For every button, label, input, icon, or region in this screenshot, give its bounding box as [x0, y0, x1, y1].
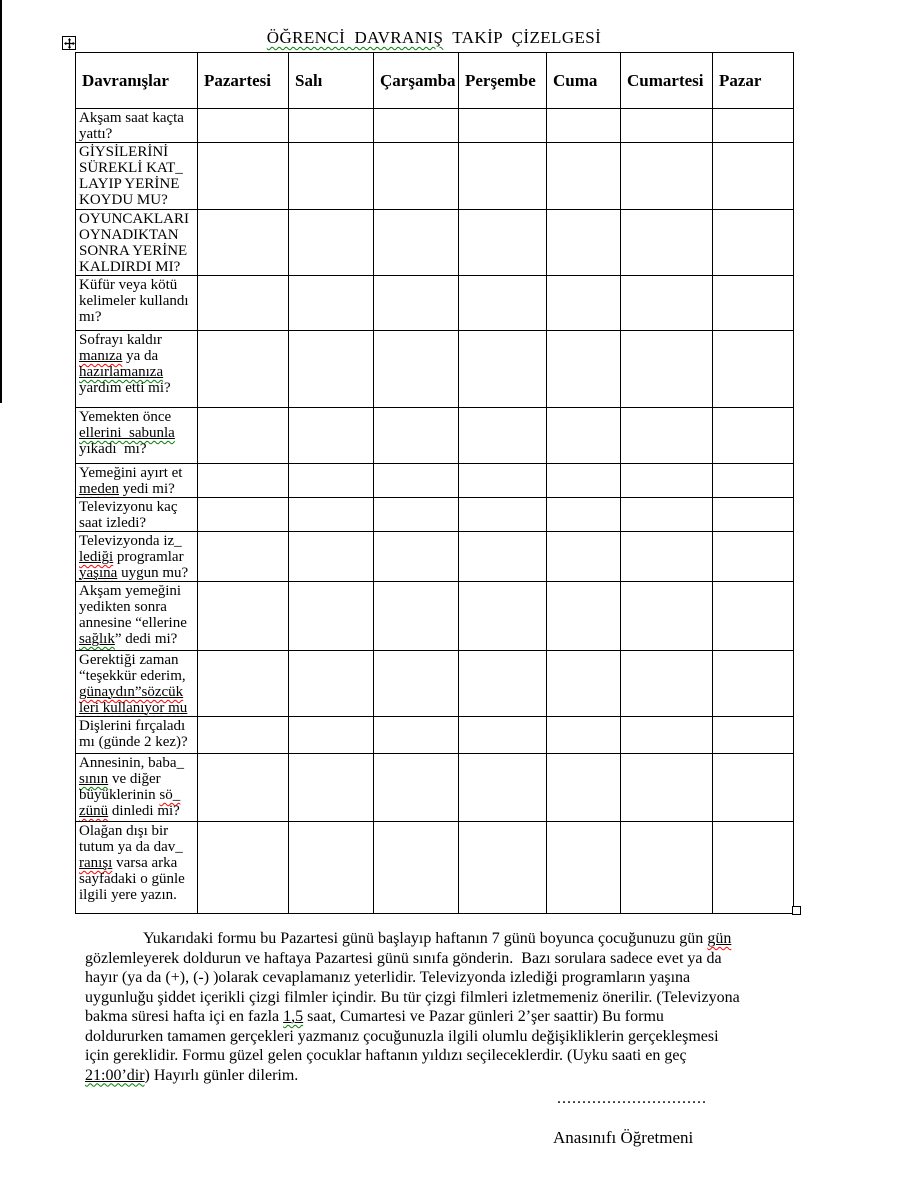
text-segment: varsa arka — [112, 855, 178, 871]
day-cell[interactable] — [374, 143, 459, 210]
behavior-cell — [76, 582, 198, 651]
day-cell[interactable] — [621, 331, 713, 408]
behavior-line — [79, 176, 196, 192]
text-segment: uygun mu? — [117, 565, 189, 581]
day-cell[interactable] — [374, 331, 459, 408]
behavior-line — [79, 499, 196, 515]
text-segment: programlar — [113, 549, 184, 565]
day-cell[interactable] — [459, 822, 547, 914]
behavior-line — [79, 771, 196, 787]
day-cell[interactable] — [198, 464, 289, 498]
note-line — [85, 1007, 825, 1027]
behavior-line — [79, 348, 196, 364]
day-cell[interactable] — [289, 331, 374, 408]
text-segment: ranışı — [79, 855, 113, 871]
day-cell[interactable] — [374, 754, 459, 822]
behavior-line — [79, 668, 196, 684]
day-cell[interactable] — [289, 408, 374, 464]
behavior-line — [79, 227, 196, 243]
text-segment: dinledi mi? — [108, 803, 180, 819]
text-segment: sö_ — [159, 787, 181, 803]
column-header: Cuma — [547, 53, 621, 109]
behavior-line — [79, 565, 196, 581]
behavior-line — [79, 652, 196, 668]
day-cell[interactable] — [621, 532, 713, 582]
behavior-line — [79, 700, 196, 716]
day-cell[interactable] — [621, 210, 713, 276]
behavior-cell — [76, 822, 198, 914]
day-cell[interactable] — [459, 582, 547, 651]
day-cell[interactable] — [621, 754, 713, 822]
day-cell[interactable] — [289, 498, 374, 532]
day-cell[interactable] — [547, 532, 621, 582]
table-row — [76, 143, 794, 210]
table-row — [76, 822, 794, 914]
table-row — [76, 109, 794, 143]
day-cell[interactable] — [621, 109, 713, 143]
note-line — [85, 949, 825, 969]
behavior-cell — [76, 464, 198, 498]
behavior-line — [79, 515, 196, 531]
text-segment: büyüklerinin — [79, 787, 160, 803]
day-cell[interactable] — [713, 754, 794, 822]
day-cell[interactable] — [459, 532, 547, 582]
page-edge-rule — [0, 0, 2, 403]
text-segment — [707, 930, 731, 947]
text-segment — [79, 348, 122, 364]
day-cell[interactable] — [198, 109, 289, 143]
behavior-line — [79, 583, 196, 599]
text-segment: hayır (ya da (+), (-) )olarak cevaplamanız yeterlidir. Televizyonda izlediği programların yaşına — [85, 969, 691, 986]
text-segment: annesine “ellerine — [79, 615, 187, 631]
day-cell[interactable] — [198, 498, 289, 532]
day-cell[interactable] — [374, 822, 459, 914]
day-cell[interactable] — [547, 143, 621, 210]
text-segment: hazırlamanıza — [79, 364, 164, 380]
table-body — [76, 109, 794, 914]
day-cell[interactable] — [374, 109, 459, 143]
text-segment: ” dedi mi? — [114, 631, 178, 647]
note-line — [85, 1027, 825, 1047]
day-cell[interactable] — [547, 331, 621, 408]
day-cell[interactable] — [198, 582, 289, 651]
text-segment: Yemeğini ayırt et — [79, 465, 183, 481]
behavior-line — [79, 839, 196, 855]
text-segment: saat, Cumartesi ve Pazar günleri 2’şer saattir) Bu formu — [303, 1008, 664, 1025]
day-cell[interactable] — [621, 464, 713, 498]
text-segment: zünü — [79, 803, 109, 819]
text-segment: KOYDU MU? — [79, 192, 168, 208]
behavior-line — [79, 533, 196, 549]
day-cell[interactable] — [459, 408, 547, 464]
text-segment: Akşam yemeğini — [79, 583, 182, 599]
column-header: Pazar — [713, 53, 794, 109]
text-segment: yedikten sonra — [79, 599, 167, 615]
text-segment: sağlık — [79, 631, 115, 647]
table-row — [76, 464, 794, 498]
day-cell[interactable] — [713, 717, 794, 754]
text-segment: Yemekten önce — [79, 409, 172, 425]
header-row — [76, 53, 794, 109]
behavior-line — [79, 615, 196, 631]
text-segment: gözlemleyerek doldurun ve haftaya Pazartesi günü sınıfa gönderin. Bazı sorulara sadece evet ya da — [85, 949, 722, 967]
page-title — [75, 28, 793, 48]
table-row — [76, 651, 794, 717]
day-cell[interactable] — [713, 582, 794, 651]
signature-dots: .............................. — [557, 1090, 707, 1107]
text-segment — [79, 549, 113, 565]
day-cell[interactable] — [459, 276, 547, 331]
behavior-line — [79, 887, 196, 903]
text-segment — [79, 364, 163, 380]
day-cell[interactable] — [289, 276, 374, 331]
table-row — [76, 408, 794, 464]
behavior-line — [79, 549, 196, 565]
day-cell[interactable] — [198, 717, 289, 754]
day-cell[interactable] — [621, 498, 713, 532]
text-segment: mı (günde 2 kez)? — [79, 734, 188, 750]
behavior-line — [79, 631, 196, 647]
behavior-line — [79, 734, 196, 750]
day-cell[interactable] — [198, 143, 289, 210]
behavior-line — [79, 481, 196, 497]
text-segment: Dişlerini fırçaladı — [79, 718, 186, 734]
behavior-line — [79, 684, 196, 700]
day-cell[interactable] — [713, 651, 794, 717]
text-segment: yardım etti mi? — [79, 380, 171, 396]
behavior-line — [79, 293, 196, 309]
note-line — [85, 1066, 825, 1086]
column-header: Perşembe — [459, 53, 547, 109]
day-cell[interactable] — [459, 717, 547, 754]
text-segment — [79, 425, 175, 441]
behavior-line — [79, 332, 196, 348]
behavior-line — [79, 755, 196, 771]
note-line — [85, 1046, 825, 1066]
text-segment — [79, 803, 108, 819]
behavior-cell — [76, 331, 198, 408]
behavior-cell — [76, 143, 198, 210]
day-cell[interactable] — [621, 822, 713, 914]
text-segment — [79, 855, 112, 871]
day-cell[interactable] — [621, 717, 713, 754]
day-cell[interactable] — [713, 464, 794, 498]
day-cell[interactable] — [374, 582, 459, 651]
day-cell[interactable] — [198, 276, 289, 331]
behavior-line — [79, 803, 196, 819]
day-cell[interactable] — [547, 464, 621, 498]
behavior-line — [79, 126, 196, 142]
day-cell[interactable] — [198, 331, 289, 408]
text-segment: manıza — [79, 348, 123, 364]
note-line — [85, 968, 825, 988]
day-cell[interactable] — [198, 754, 289, 822]
text-segment: yedi mi? — [118, 481, 175, 497]
table-row — [76, 276, 794, 331]
day-cell[interactable] — [289, 109, 374, 143]
behavior-cell — [76, 498, 198, 532]
day-cell[interactable] — [547, 754, 621, 822]
day-cell[interactable] — [621, 651, 713, 717]
text-segment: tutum ya da dav_ — [79, 839, 183, 855]
text-segment: bakma süresi hafta içi en fazla — [85, 1008, 284, 1025]
table-row — [76, 498, 794, 532]
day-cell[interactable] — [374, 210, 459, 276]
day-cell[interactable] — [374, 651, 459, 717]
day-cell[interactable] — [713, 498, 794, 532]
day-cell[interactable] — [289, 210, 374, 276]
text-segment: ellerini sabunla — [79, 425, 175, 441]
table-row — [76, 331, 794, 408]
text-segment: OYUNCAKLARI — [79, 211, 189, 227]
text-segment: LAYIP YERİNE — [79, 176, 180, 192]
note-line — [85, 929, 825, 949]
day-cell[interactable] — [289, 822, 374, 914]
behavior-cell — [76, 109, 198, 143]
text-segment — [79, 565, 117, 581]
behavior-line — [79, 259, 196, 275]
text-segment: Gerektiği zaman — [79, 652, 179, 668]
day-cell[interactable] — [198, 651, 289, 717]
text-segment: Akşam saat kaçta — [79, 110, 184, 126]
behavior-line — [79, 718, 196, 734]
behavior-cell — [76, 408, 198, 464]
day-cell[interactable] — [289, 143, 374, 210]
behavior-line — [79, 309, 196, 325]
note-line — [85, 988, 825, 1008]
day-cell[interactable] — [547, 276, 621, 331]
text-segment: mı? — [79, 309, 102, 325]
day-cell[interactable] — [459, 464, 547, 498]
behavior-line — [79, 364, 196, 380]
behavior-line — [79, 425, 196, 441]
table-resize-handle[interactable] — [792, 906, 801, 915]
text-segment: sayfadaki o günle — [79, 871, 185, 887]
day-cell[interactable] — [547, 822, 621, 914]
day-cell[interactable] — [374, 498, 459, 532]
text-segment: ya da — [122, 348, 159, 364]
behavior-cell — [76, 717, 198, 754]
text-segment: “teşekkür ederim, — [79, 668, 186, 684]
behavior-line — [79, 787, 196, 803]
day-cell[interactable] — [713, 822, 794, 914]
move-icon — [64, 38, 75, 49]
day-cell[interactable] — [713, 210, 794, 276]
text-segment: lediği — [79, 549, 114, 565]
day-cell[interactable] — [289, 464, 374, 498]
day-cell[interactable] — [289, 651, 374, 717]
day-cell[interactable] — [459, 754, 547, 822]
day-cell[interactable] — [289, 582, 374, 651]
behavior-line — [79, 144, 196, 160]
text-segment: 1,5 — [283, 1008, 304, 1025]
text-segment: günaydın”sözcük — [79, 684, 184, 700]
day-cell[interactable] — [713, 276, 794, 331]
text-segment: SONRA YERİNE — [79, 243, 188, 259]
text-segment: ilgili yere yazın. — [79, 887, 177, 903]
day-cell[interactable] — [713, 109, 794, 143]
text-segment: ve diğer — [108, 771, 161, 787]
day-cell[interactable] — [621, 276, 713, 331]
text-segment: OYNADIKTAN — [79, 227, 179, 243]
day-cell[interactable] — [713, 532, 794, 582]
behavior-line — [79, 160, 196, 176]
day-cell[interactable] — [289, 717, 374, 754]
text-segment: 21:00’dir — [85, 1066, 145, 1084]
text-segment: gün — [707, 930, 732, 947]
text-segment: GİYSİLERİNİ — [79, 144, 169, 160]
text-segment — [85, 1067, 145, 1084]
behavior-line — [79, 823, 196, 839]
day-cell[interactable] — [459, 651, 547, 717]
day-cell[interactable] — [289, 754, 374, 822]
day-cell[interactable] — [198, 532, 289, 582]
day-cell[interactable] — [459, 210, 547, 276]
column-header: Davranışlar — [76, 53, 198, 109]
text-segment: SÜREKLİ KAT_ — [79, 160, 183, 176]
text-segment — [79, 700, 187, 716]
behavior-line — [79, 465, 196, 481]
day-cell[interactable] — [547, 498, 621, 532]
day-cell[interactable] — [374, 717, 459, 754]
text-segment: Sofrayı kaldır — [79, 332, 162, 348]
table-row — [76, 582, 794, 651]
day-cell[interactable] — [374, 464, 459, 498]
text-segment: yaşına — [79, 565, 118, 581]
table-row — [76, 717, 794, 754]
behavior-line — [79, 441, 196, 457]
day-cell[interactable] — [459, 498, 547, 532]
table-move-handle[interactable] — [62, 36, 76, 50]
column-header: Salı — [289, 53, 374, 109]
day-cell[interactable] — [547, 582, 621, 651]
behavior-line — [79, 243, 196, 259]
day-cell[interactable] — [374, 408, 459, 464]
behavior-line — [79, 855, 196, 871]
text-segment: için gereklidir. Formu güzel gelen çocuklar haftanın yıldızı seçileceklerdir. (Uyku saati en geç — [85, 1047, 687, 1064]
text-segment: Yukarıdaki formu bu Pazartesi günü başlayıp haftanın 7 günü boyunca çocuğunuzu gün — [143, 930, 708, 947]
day-cell[interactable] — [713, 143, 794, 210]
behavior-line — [79, 599, 196, 615]
behavior-cell — [76, 276, 198, 331]
day-cell[interactable] — [621, 143, 713, 210]
text-segment: yıkadı mı? — [79, 441, 147, 457]
note-paragraph — [85, 929, 825, 1085]
text-segment: ) Hayırlı günler dilerim. — [144, 1066, 299, 1084]
day-cell[interactable] — [621, 582, 713, 651]
text-segment: meden — [79, 481, 119, 497]
day-cell[interactable] — [713, 408, 794, 464]
day-cell[interactable] — [547, 109, 621, 143]
behavior-line — [79, 211, 196, 227]
day-cell[interactable] — [198, 408, 289, 464]
signature-label: Anasınıfı Öğretmeni — [553, 1128, 694, 1147]
day-cell[interactable] — [198, 210, 289, 276]
text-segment: Televizyonu kaç — [79, 499, 178, 515]
day-cell[interactable] — [547, 210, 621, 276]
behavior-line — [79, 277, 196, 293]
behavior-line — [79, 110, 196, 126]
table-row — [76, 532, 794, 582]
day-cell[interactable] — [547, 717, 621, 754]
text-segment: uygunluğu şiddet içerikli çizgi filmler içindir. Bu tür çizgi filmleri izletmemeniz önerilir. (Televizyona — [85, 988, 740, 1006]
day-cell[interactable] — [547, 651, 621, 717]
behavior-cell — [76, 532, 198, 582]
text-segment — [79, 771, 108, 787]
text-segment: KALDIRDI MI? — [79, 259, 181, 275]
text-segment: ÖĞRENCİ DAVRANIŞ — [266, 28, 444, 47]
behavior-table — [75, 52, 794, 914]
behavior-line — [79, 871, 196, 887]
text-segment — [283, 1008, 303, 1025]
column-header: Cumartesi — [621, 53, 713, 109]
text-segment: saat izledi? — [79, 515, 147, 531]
behavior-cell — [76, 754, 198, 822]
text-segment: doldururken tamamen gerçekleri yazmanız çocuğunuzla ilgili olumlu değişikliklerin gerçekleşmesi — [85, 1027, 719, 1045]
column-header: Çarşamba — [374, 53, 459, 109]
text-segment: leri kullanıyor mu — [79, 700, 188, 716]
day-cell[interactable] — [459, 109, 547, 143]
day-cell[interactable] — [374, 276, 459, 331]
day-cell[interactable] — [459, 331, 547, 408]
day-cell[interactable] — [621, 408, 713, 464]
column-header: Pazartesi — [198, 53, 289, 109]
table-row — [76, 210, 794, 276]
behavior-cell — [76, 210, 198, 276]
behavior-line — [79, 380, 196, 396]
text-segment — [79, 684, 183, 700]
behavior-cell — [76, 651, 198, 717]
text-segment: Televizyonda iz_ — [79, 533, 182, 549]
text-segment: sının — [79, 771, 109, 787]
day-cell[interactable] — [198, 822, 289, 914]
text-segment — [79, 631, 115, 647]
day-cell[interactable] — [713, 331, 794, 408]
behavior-line — [79, 409, 196, 425]
day-cell[interactable] — [289, 532, 374, 582]
day-cell[interactable] — [374, 532, 459, 582]
text-segment: kelimeler kullandı — [79, 293, 189, 309]
text-segment: TAKİP ÇİZELGESİ — [443, 28, 602, 47]
text-segment — [79, 481, 119, 497]
text-segment: Küfür veya kötü — [79, 277, 178, 293]
table-row — [76, 754, 794, 822]
text-segment: yattı? — [79, 126, 113, 142]
day-cell[interactable] — [459, 143, 547, 210]
day-cell[interactable] — [547, 408, 621, 464]
behavior-line — [79, 192, 196, 208]
text-segment: Olağan dışı bir — [79, 823, 169, 839]
text-segment: Annesinin, baba_ — [79, 755, 184, 771]
